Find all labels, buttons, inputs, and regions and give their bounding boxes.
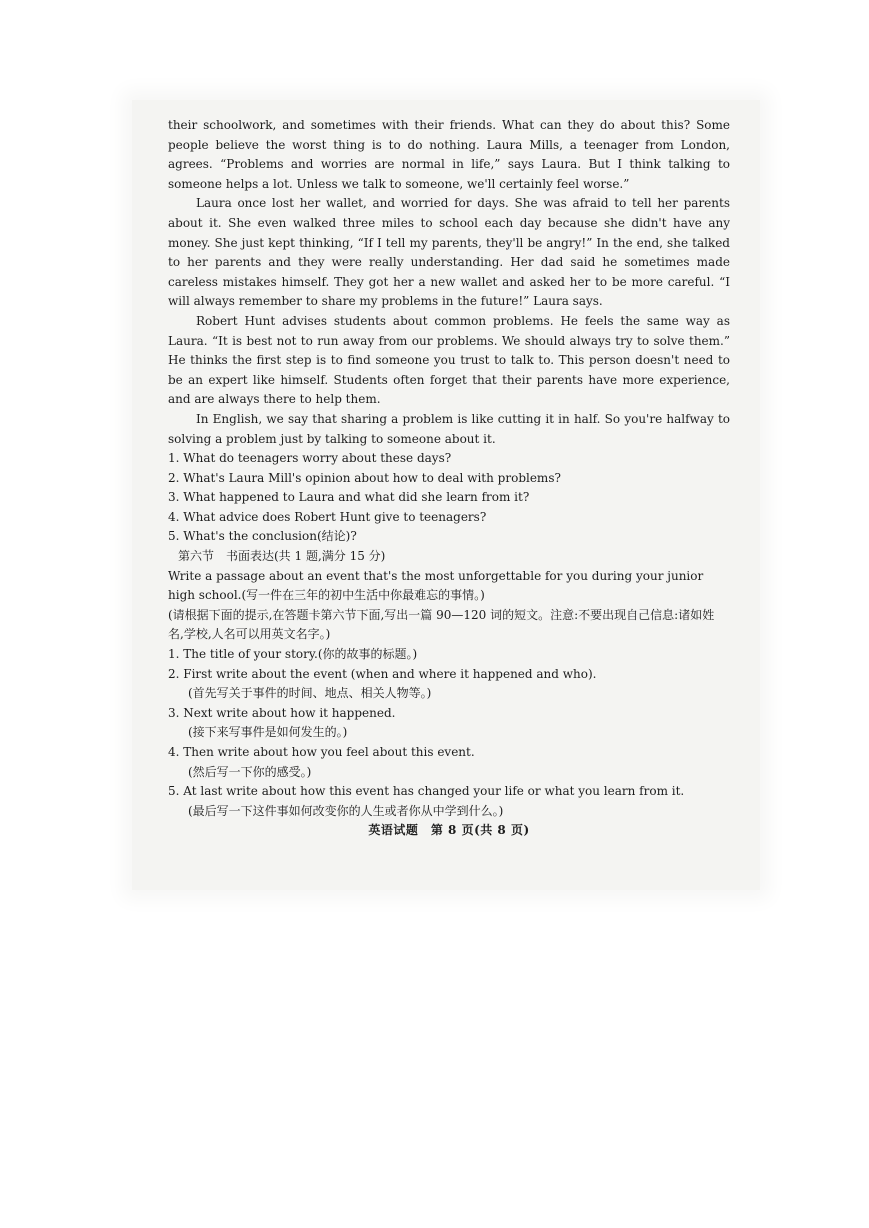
- question-1: 1. What do teenagers worry about these days?: [168, 451, 452, 466]
- writing-prompt: Write a passage about an event that's the most unforgettable for you during your junior high school.(写一件在三年的初中生活中你最难忘的事情。): [168, 568, 704, 603]
- passage-paragraph-4: In English, we say that sharing a problem is like cutting it in half. So you're halfway to solving a problem just by talking to someone about it.: [168, 411, 730, 446]
- passage-paragraph-2: Laura once lost her wallet, and worried for days. She was afraid to tell her parents about it. She even walked three miles to school each day because she didn't have any money. She just kept thinking, “If I tell my parents, they'll be angry!” In the end, she talked to her parents and they were really understanding. Her dad said he sometimes made careless mistakes himself. They got her a new wallet and asked her to be more careful. “I will always remember to share my problems in the future!” Laura says.: [168, 196, 730, 309]
- writing-hint-5: 5. At last write about how this event has changed your life or what you learn from it.: [168, 784, 685, 799]
- section-heading: 第六节 书面表达(共 1 题,满分 15 分): [178, 549, 386, 564]
- writing-hint-3: 3. Next write about how it happened.: [168, 705, 396, 720]
- question-4: 4. What advice does Robert Hunt give to teenagers?: [168, 509, 487, 524]
- question-list: [168, 449, 730, 547]
- writing-hint-4-chinese: (然后写一下你的感受。): [188, 764, 312, 779]
- passage-paragraph-3: Robert Hunt advises students about common problems. He feels the same way as Laura. “It is best not to run away from our problems. We should always try to solve them.” He thinks the first step is to find someone you trust to talk to. This person doesn't need to be an expert like himself. Students often forget that their parents have more experience, and are always there to help them.: [168, 313, 730, 407]
- reading-passage: [168, 116, 730, 449]
- writing-hint-3-chinese: (接下来写事件是如何发生的。): [188, 725, 348, 740]
- writing-section: [168, 547, 730, 821]
- writing-hint-1: 1. The title of your story.(你的故事的标题。): [168, 647, 418, 662]
- page-footer: 英语试题 第 8 页(共 8 页): [368, 823, 530, 838]
- exam-page-content: [168, 116, 730, 841]
- question-5: 5. What's the conclusion(结论)?: [168, 529, 357, 544]
- passage-paragraph-1: their schoolwork, and sometimes with their friends. What can they do about this? Some people believe the worst thing is to do nothing. Laura Mills, a teenager from London, agrees. “Problems and worries are normal in life,” says Laura. But I think talking to someone helps a lot. Unless we talk to someone, we'll certainly feel worse.”: [168, 118, 730, 191]
- question-3: 3. What happened to Laura and what did she learn from it?: [168, 490, 530, 505]
- question-2: 2. What's Laura Mill's opinion about how to deal with problems?: [168, 470, 561, 485]
- writing-hint-5-chinese: (最后写一下这件事如何改变你的人生或者你从中学到什么。): [188, 803, 504, 818]
- writing-hint-4: 4. Then write about how you feel about this event.: [168, 745, 475, 759]
- writing-hint-2: 2. First write about the event (when and where it happened and who).: [168, 666, 597, 681]
- writing-hint-2-chinese: (首先写关于事件的时间、地点、相关人物等。): [188, 686, 432, 701]
- writing-instructions: (请根据下面的提示,在答题卡第六节下面,写出一篇 90—120 词的短文。注意:不要出现自己信息:诸如姓名,学校,人名可以用英文名字。): [168, 607, 715, 642]
